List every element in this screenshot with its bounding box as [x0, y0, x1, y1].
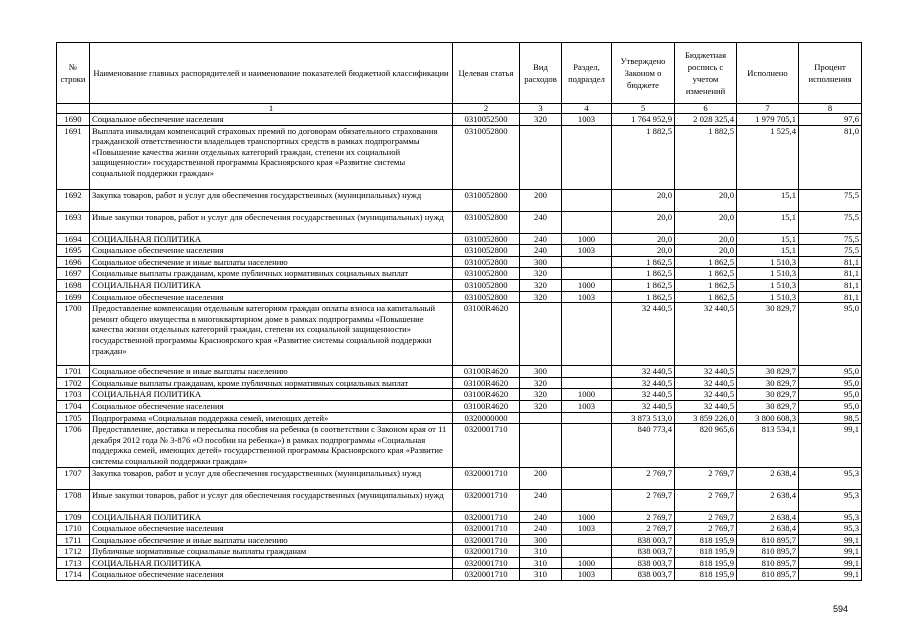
column-number-cell: 2: [453, 104, 520, 114]
section-cell: [562, 412, 612, 424]
target-article-cell: 03100R4620: [453, 366, 520, 378]
name-cell: Социальное обеспечение населения: [90, 114, 453, 126]
expense-type-cell: 320: [520, 377, 562, 389]
row-number-cell: 1697: [57, 268, 90, 280]
column-number-cell: 7: [737, 104, 799, 114]
approved-cell: 32 440,5: [612, 366, 675, 378]
approved-cell: 840 773,4: [612, 424, 675, 467]
name-cell: Предоставление компенсации отдельным категориям граждан оплаты взноса на капитальный ремонт общего имущества в многоквартирном доме в рамках подпрограммы «Повышение качества жизни отдельных категорий граждан, степени их социальной защищенности» государственной программы Красноярского края «Развитие системы социальной поддержки граждан»: [90, 303, 453, 366]
name-cell: Публичные нормативные социальные выплаты гражданам: [90, 546, 453, 558]
percent-cell: 99,1: [799, 534, 862, 546]
percent-cell: 95,3: [799, 523, 862, 535]
executed-cell: 1 510,3: [737, 279, 799, 291]
section-cell: 1003: [562, 245, 612, 257]
target-article-cell: 03100R4620: [453, 400, 520, 412]
revised-cell: 20,0: [675, 245, 737, 257]
section-cell: [562, 366, 612, 378]
section-cell: [562, 303, 612, 366]
expense-type-cell: [520, 412, 562, 424]
approved-cell: 838 003,7: [612, 534, 675, 546]
column-number-cell: 6: [675, 104, 737, 114]
row-number-cell: 1701: [57, 366, 90, 378]
revised-cell: 2 769,7: [675, 489, 737, 511]
approved-cell: 838 003,7: [612, 546, 675, 558]
section-cell: [562, 546, 612, 558]
expense-type-cell: 240: [520, 489, 562, 511]
percent-cell: 81,0: [799, 125, 862, 189]
header-cell: Наименование главных распорядителей и наименование показателей бюджетной классификации: [90, 43, 453, 104]
percent-cell: 99,1: [799, 557, 862, 569]
percent-cell: 81,1: [799, 279, 862, 291]
section-cell: 1003: [562, 569, 612, 581]
target-article-cell: 0320001710: [453, 534, 520, 546]
executed-cell: 30 829,7: [737, 389, 799, 401]
expense-type-cell: 320: [520, 291, 562, 303]
approved-cell: 838 003,7: [612, 557, 675, 569]
executed-cell: 15,1: [737, 211, 799, 233]
expense-type-cell: 200: [520, 467, 562, 489]
revised-cell: 818 195,9: [675, 546, 737, 558]
executed-cell: 15,1: [737, 233, 799, 245]
column-number-cell: [57, 104, 90, 114]
table-row: [57, 400, 862, 412]
section-cell: 1000: [562, 233, 612, 245]
section-cell: 1003: [562, 523, 612, 535]
expense-type-cell: 240: [520, 245, 562, 257]
column-number-cell: 8: [799, 104, 862, 114]
approved-cell: 20,0: [612, 211, 675, 233]
name-cell: СОЦИАЛЬНАЯ ПОЛИТИКА: [90, 511, 453, 523]
approved-cell: 1 862,5: [612, 268, 675, 280]
name-cell: Выплата инвалидам компенсаций страховых премий по договорам обязательного страхования гражданской ответственности владельцев транспортных средств в рамках подпрограммы «Повышение качества жизни отдельных категорий граждан, степени их социальной защищенности» государственной программы Красноярского края «Развитие системы социальной поддержки граждан»: [90, 125, 453, 189]
revised-cell: 20,0: [675, 211, 737, 233]
table-row: [57, 557, 862, 569]
section-cell: 1000: [562, 389, 612, 401]
percent-cell: 81,1: [799, 291, 862, 303]
name-cell: Предоставление, доставка и пересылка пособия на ребенка (в соответствии с Законом края от 11 декабря 2012 года № 3-876 «О пособии на ребенка») в рамках подпрограммы «Социальная поддержка семей, имеющих детей» государственной программы Красноярского края «Развитие системы социальной поддержки граждан»: [90, 424, 453, 467]
name-cell: Иные закупки товаров, работ и услуг для обеспечения государственных (муниципальных) нужд: [90, 489, 453, 511]
expense-type-cell: 240: [520, 233, 562, 245]
expense-type-cell: 320: [520, 279, 562, 291]
table-row: [57, 268, 862, 280]
target-article-cell: 03100R4620: [453, 389, 520, 401]
row-number-cell: 1704: [57, 400, 90, 412]
table-row: [57, 412, 862, 424]
approved-cell: 2 769,7: [612, 467, 675, 489]
percent-cell: 95,3: [799, 489, 862, 511]
row-number-cell: 1693: [57, 211, 90, 233]
name-cell: Социальное обеспечение населения: [90, 400, 453, 412]
section-cell: [562, 424, 612, 467]
table-row: [57, 569, 862, 581]
header-cell: Исполнено: [737, 43, 799, 104]
header-cell: Утверждено Законом о бюджете: [612, 43, 675, 104]
approved-cell: 838 003,7: [612, 569, 675, 581]
percent-cell: 81,1: [799, 256, 862, 268]
section-cell: [562, 211, 612, 233]
table-row: [57, 245, 862, 257]
target-article-cell: 0320000000: [453, 412, 520, 424]
target-article-cell: 0320001710: [453, 424, 520, 467]
row-number-cell: 1706: [57, 424, 90, 467]
percent-cell: 99,1: [799, 546, 862, 558]
revised-cell: 2 769,7: [675, 467, 737, 489]
approved-cell: 32 440,5: [612, 400, 675, 412]
section-cell: [562, 489, 612, 511]
expense-type-cell: [520, 303, 562, 366]
executed-cell: 1 525,4: [737, 125, 799, 189]
header-cell: Целевая статья: [453, 43, 520, 104]
percent-cell: 98,5: [799, 412, 862, 424]
name-cell: Социальные выплаты гражданам, кроме публичных нормативных социальных выплат: [90, 268, 453, 280]
table-row: [57, 523, 862, 535]
table-row: [57, 511, 862, 523]
row-number-cell: 1714: [57, 569, 90, 581]
name-cell: СОЦИАЛЬНАЯ ПОЛИТИКА: [90, 389, 453, 401]
revised-cell: 32 440,5: [675, 303, 737, 366]
name-cell: СОЦИАЛЬНАЯ ПОЛИТИКА: [90, 279, 453, 291]
name-cell: Закупка товаров, работ и услуг для обеспечения государственных (муниципальных) нужд: [90, 189, 453, 211]
column-number-row: [57, 104, 862, 114]
percent-cell: 95,0: [799, 366, 862, 378]
row-number-cell: 1695: [57, 245, 90, 257]
row-number-cell: 1700: [57, 303, 90, 366]
percent-cell: 95,3: [799, 511, 862, 523]
revised-cell: 818 195,9: [675, 534, 737, 546]
table-row: [57, 233, 862, 245]
row-number-cell: 1709: [57, 511, 90, 523]
name-cell: Социальное обеспечение населения: [90, 245, 453, 257]
target-article-cell: 0310052800: [453, 125, 520, 189]
table-row: [57, 389, 862, 401]
revised-cell: 20,0: [675, 233, 737, 245]
percent-cell: 95,0: [799, 377, 862, 389]
row-number-cell: 1699: [57, 291, 90, 303]
executed-cell: 30 829,7: [737, 400, 799, 412]
table-row: [57, 546, 862, 558]
table-row: [57, 424, 862, 467]
revised-cell: 20,0: [675, 189, 737, 211]
revised-cell: 2 028 325,4: [675, 114, 737, 126]
percent-cell: 75,5: [799, 189, 862, 211]
approved-cell: 20,0: [612, 189, 675, 211]
revised-cell: 32 440,5: [675, 377, 737, 389]
executed-cell: 810 895,7: [737, 546, 799, 558]
expense-type-cell: 200: [520, 189, 562, 211]
revised-cell: 820 965,6: [675, 424, 737, 467]
column-number-cell: 1: [90, 104, 453, 114]
target-article-cell: 0320001710: [453, 511, 520, 523]
expense-type-cell: 240: [520, 211, 562, 233]
executed-cell: 810 895,7: [737, 534, 799, 546]
section-cell: 1003: [562, 114, 612, 126]
approved-cell: 1 862,5: [612, 279, 675, 291]
expense-type-cell: 300: [520, 256, 562, 268]
table-row: [57, 211, 862, 233]
revised-cell: 818 195,9: [675, 557, 737, 569]
target-article-cell: 03100R4620: [453, 303, 520, 366]
expense-type-cell: 320: [520, 400, 562, 412]
name-cell: СОЦИАЛЬНАЯ ПОЛИТИКА: [90, 233, 453, 245]
target-article-cell: 0310052800: [453, 233, 520, 245]
executed-cell: 2 638,4: [737, 511, 799, 523]
executed-cell: 2 638,4: [737, 523, 799, 535]
percent-cell: 75,5: [799, 211, 862, 233]
column-number-cell: 3: [520, 104, 562, 114]
executed-cell: 30 829,7: [737, 377, 799, 389]
name-cell: Социальное обеспечение и иные выплаты населению: [90, 256, 453, 268]
executed-cell: 30 829,7: [737, 366, 799, 378]
executed-cell: 1 979 705,1: [737, 114, 799, 126]
table-body: [57, 114, 862, 581]
row-number-cell: 1702: [57, 377, 90, 389]
target-article-cell: 0320001710: [453, 467, 520, 489]
approved-cell: 2 769,7: [612, 523, 675, 535]
row-number-cell: 1692: [57, 189, 90, 211]
expense-type-cell: 300: [520, 534, 562, 546]
approved-cell: 2 769,7: [612, 489, 675, 511]
row-number-cell: 1712: [57, 546, 90, 558]
table-row: [57, 114, 862, 126]
table-row: [57, 489, 862, 511]
executed-cell: 15,1: [737, 245, 799, 257]
revised-cell: 1 862,5: [675, 268, 737, 280]
table-row: [57, 189, 862, 211]
target-article-cell: 0320001710: [453, 546, 520, 558]
row-number-cell: 1708: [57, 489, 90, 511]
section-cell: [562, 268, 612, 280]
approved-cell: 32 440,5: [612, 303, 675, 366]
revised-cell: 1 862,5: [675, 256, 737, 268]
approved-cell: 20,0: [612, 245, 675, 257]
percent-cell: 95,0: [799, 400, 862, 412]
revised-cell: 32 440,5: [675, 389, 737, 401]
percent-cell: 99,1: [799, 569, 862, 581]
table-row: [57, 534, 862, 546]
target-article-cell: 0320001710: [453, 569, 520, 581]
executed-cell: 15,1: [737, 189, 799, 211]
approved-cell: 32 440,5: [612, 377, 675, 389]
approved-cell: 1 764 952,9: [612, 114, 675, 126]
header-cell: Бюджетная роспись с учетом изменений: [675, 43, 737, 104]
name-cell: Социальное обеспечение населения: [90, 569, 453, 581]
expense-type-cell: 310: [520, 546, 562, 558]
section-cell: 1000: [562, 557, 612, 569]
revised-cell: 1 862,5: [675, 279, 737, 291]
percent-cell: 95,0: [799, 389, 862, 401]
executed-cell: 2 638,4: [737, 489, 799, 511]
name-cell: СОЦИАЛЬНАЯ ПОЛИТИКА: [90, 557, 453, 569]
target-article-cell: 0320001710: [453, 557, 520, 569]
expense-type-cell: 310: [520, 557, 562, 569]
table-row: [57, 377, 862, 389]
percent-cell: 75,5: [799, 233, 862, 245]
percent-cell: 81,1: [799, 268, 862, 280]
row-number-cell: 1710: [57, 523, 90, 535]
percent-cell: 95,0: [799, 303, 862, 366]
section-cell: [562, 467, 612, 489]
section-cell: [562, 256, 612, 268]
target-article-cell: 0310052800: [453, 245, 520, 257]
section-cell: 1000: [562, 279, 612, 291]
name-cell: Подпрограмма «Социальная поддержка семей, имеющих детей»: [90, 412, 453, 424]
row-number-cell: 1707: [57, 467, 90, 489]
table-row: [57, 125, 862, 189]
header-cell: Процент исполнения: [799, 43, 862, 104]
header-cell: № строки: [57, 43, 90, 104]
percent-cell: 75,5: [799, 245, 862, 257]
approved-cell: 32 440,5: [612, 389, 675, 401]
table-row: [57, 303, 862, 366]
row-number-cell: 1696: [57, 256, 90, 268]
name-cell: Иные закупки товаров, работ и услуг для обеспечения государственных (муниципальных) нужд: [90, 211, 453, 233]
table-row: [57, 279, 862, 291]
page-number: 594: [833, 604, 849, 614]
expense-type-cell: [520, 424, 562, 467]
executed-cell: 3 800 608,3: [737, 412, 799, 424]
revised-cell: 32 440,5: [675, 400, 737, 412]
executed-cell: 30 829,7: [737, 303, 799, 366]
column-number-cell: 5: [612, 104, 675, 114]
table-header-row: [57, 43, 862, 104]
row-number-cell: 1705: [57, 412, 90, 424]
column-number-cell: 4: [562, 104, 612, 114]
revised-cell: 818 195,9: [675, 569, 737, 581]
expense-type-cell: 300: [520, 366, 562, 378]
executed-cell: 2 638,4: [737, 467, 799, 489]
target-article-cell: 0310052800: [453, 291, 520, 303]
target-article-cell: 0320001710: [453, 489, 520, 511]
section-cell: [562, 534, 612, 546]
revised-cell: 1 882,5: [675, 125, 737, 189]
executed-cell: 1 510,3: [737, 268, 799, 280]
target-article-cell: 0310052800: [453, 211, 520, 233]
name-cell: Социальное обеспечение и иные выплаты населению: [90, 534, 453, 546]
section-cell: 1003: [562, 291, 612, 303]
section-cell: [562, 189, 612, 211]
target-article-cell: 03100R4620: [453, 377, 520, 389]
table-row: [57, 467, 862, 489]
row-number-cell: 1698: [57, 279, 90, 291]
target-article-cell: 0310052800: [453, 268, 520, 280]
section-cell: 1000: [562, 511, 612, 523]
target-article-cell: 0310052800: [453, 279, 520, 291]
approved-cell: 3 873 513,0: [612, 412, 675, 424]
revised-cell: 32 440,5: [675, 366, 737, 378]
revised-cell: 1 862,5: [675, 291, 737, 303]
approved-cell: 1 862,5: [612, 291, 675, 303]
name-cell: Социальные выплаты гражданам, кроме публичных нормативных социальных выплат: [90, 377, 453, 389]
section-cell: 1003: [562, 400, 612, 412]
name-cell: Социальное обеспечение населения: [90, 523, 453, 535]
revised-cell: 2 769,7: [675, 511, 737, 523]
section-cell: [562, 125, 612, 189]
executed-cell: 1 510,3: [737, 256, 799, 268]
name-cell: Социальное обеспечение и иные выплаты населению: [90, 366, 453, 378]
row-number-cell: 1691: [57, 125, 90, 189]
name-cell: Закупка товаров, работ и услуг для обеспечения государственных (муниципальных) нужд: [90, 467, 453, 489]
target-article-cell: 0310052500: [453, 114, 520, 126]
section-cell: [562, 377, 612, 389]
expense-type-cell: 320: [520, 389, 562, 401]
expense-type-cell: [520, 125, 562, 189]
row-number-cell: 1694: [57, 233, 90, 245]
target-article-cell: 0310052800: [453, 256, 520, 268]
header-cell: Вид расходов: [520, 43, 562, 104]
target-article-cell: 0310052800: [453, 189, 520, 211]
table-row: [57, 366, 862, 378]
row-number-cell: 1703: [57, 389, 90, 401]
header-cell: Раздел, подраздел: [562, 43, 612, 104]
executed-cell: 813 534,1: [737, 424, 799, 467]
budget-table: [56, 42, 862, 581]
expense-type-cell: 240: [520, 523, 562, 535]
row-number-cell: 1713: [57, 557, 90, 569]
expense-type-cell: 320: [520, 268, 562, 280]
row-number-cell: 1711: [57, 534, 90, 546]
approved-cell: 20,0: [612, 233, 675, 245]
percent-cell: 97,6: [799, 114, 862, 126]
executed-cell: 810 895,7: [737, 557, 799, 569]
revised-cell: 2 769,7: [675, 523, 737, 535]
table-row: [57, 291, 862, 303]
approved-cell: 1 882,5: [612, 125, 675, 189]
revised-cell: 3 859 226,0: [675, 412, 737, 424]
percent-cell: 95,3: [799, 467, 862, 489]
expense-type-cell: 240: [520, 511, 562, 523]
row-number-cell: 1690: [57, 114, 90, 126]
table-row: [57, 256, 862, 268]
target-article-cell: 0320001710: [453, 523, 520, 535]
executed-cell: 810 895,7: [737, 569, 799, 581]
approved-cell: 1 862,5: [612, 256, 675, 268]
expense-type-cell: 320: [520, 114, 562, 126]
percent-cell: 99,1: [799, 424, 862, 467]
name-cell: Социальное обеспечение населения: [90, 291, 453, 303]
executed-cell: 1 510,3: [737, 291, 799, 303]
expense-type-cell: 310: [520, 569, 562, 581]
approved-cell: 2 769,7: [612, 511, 675, 523]
